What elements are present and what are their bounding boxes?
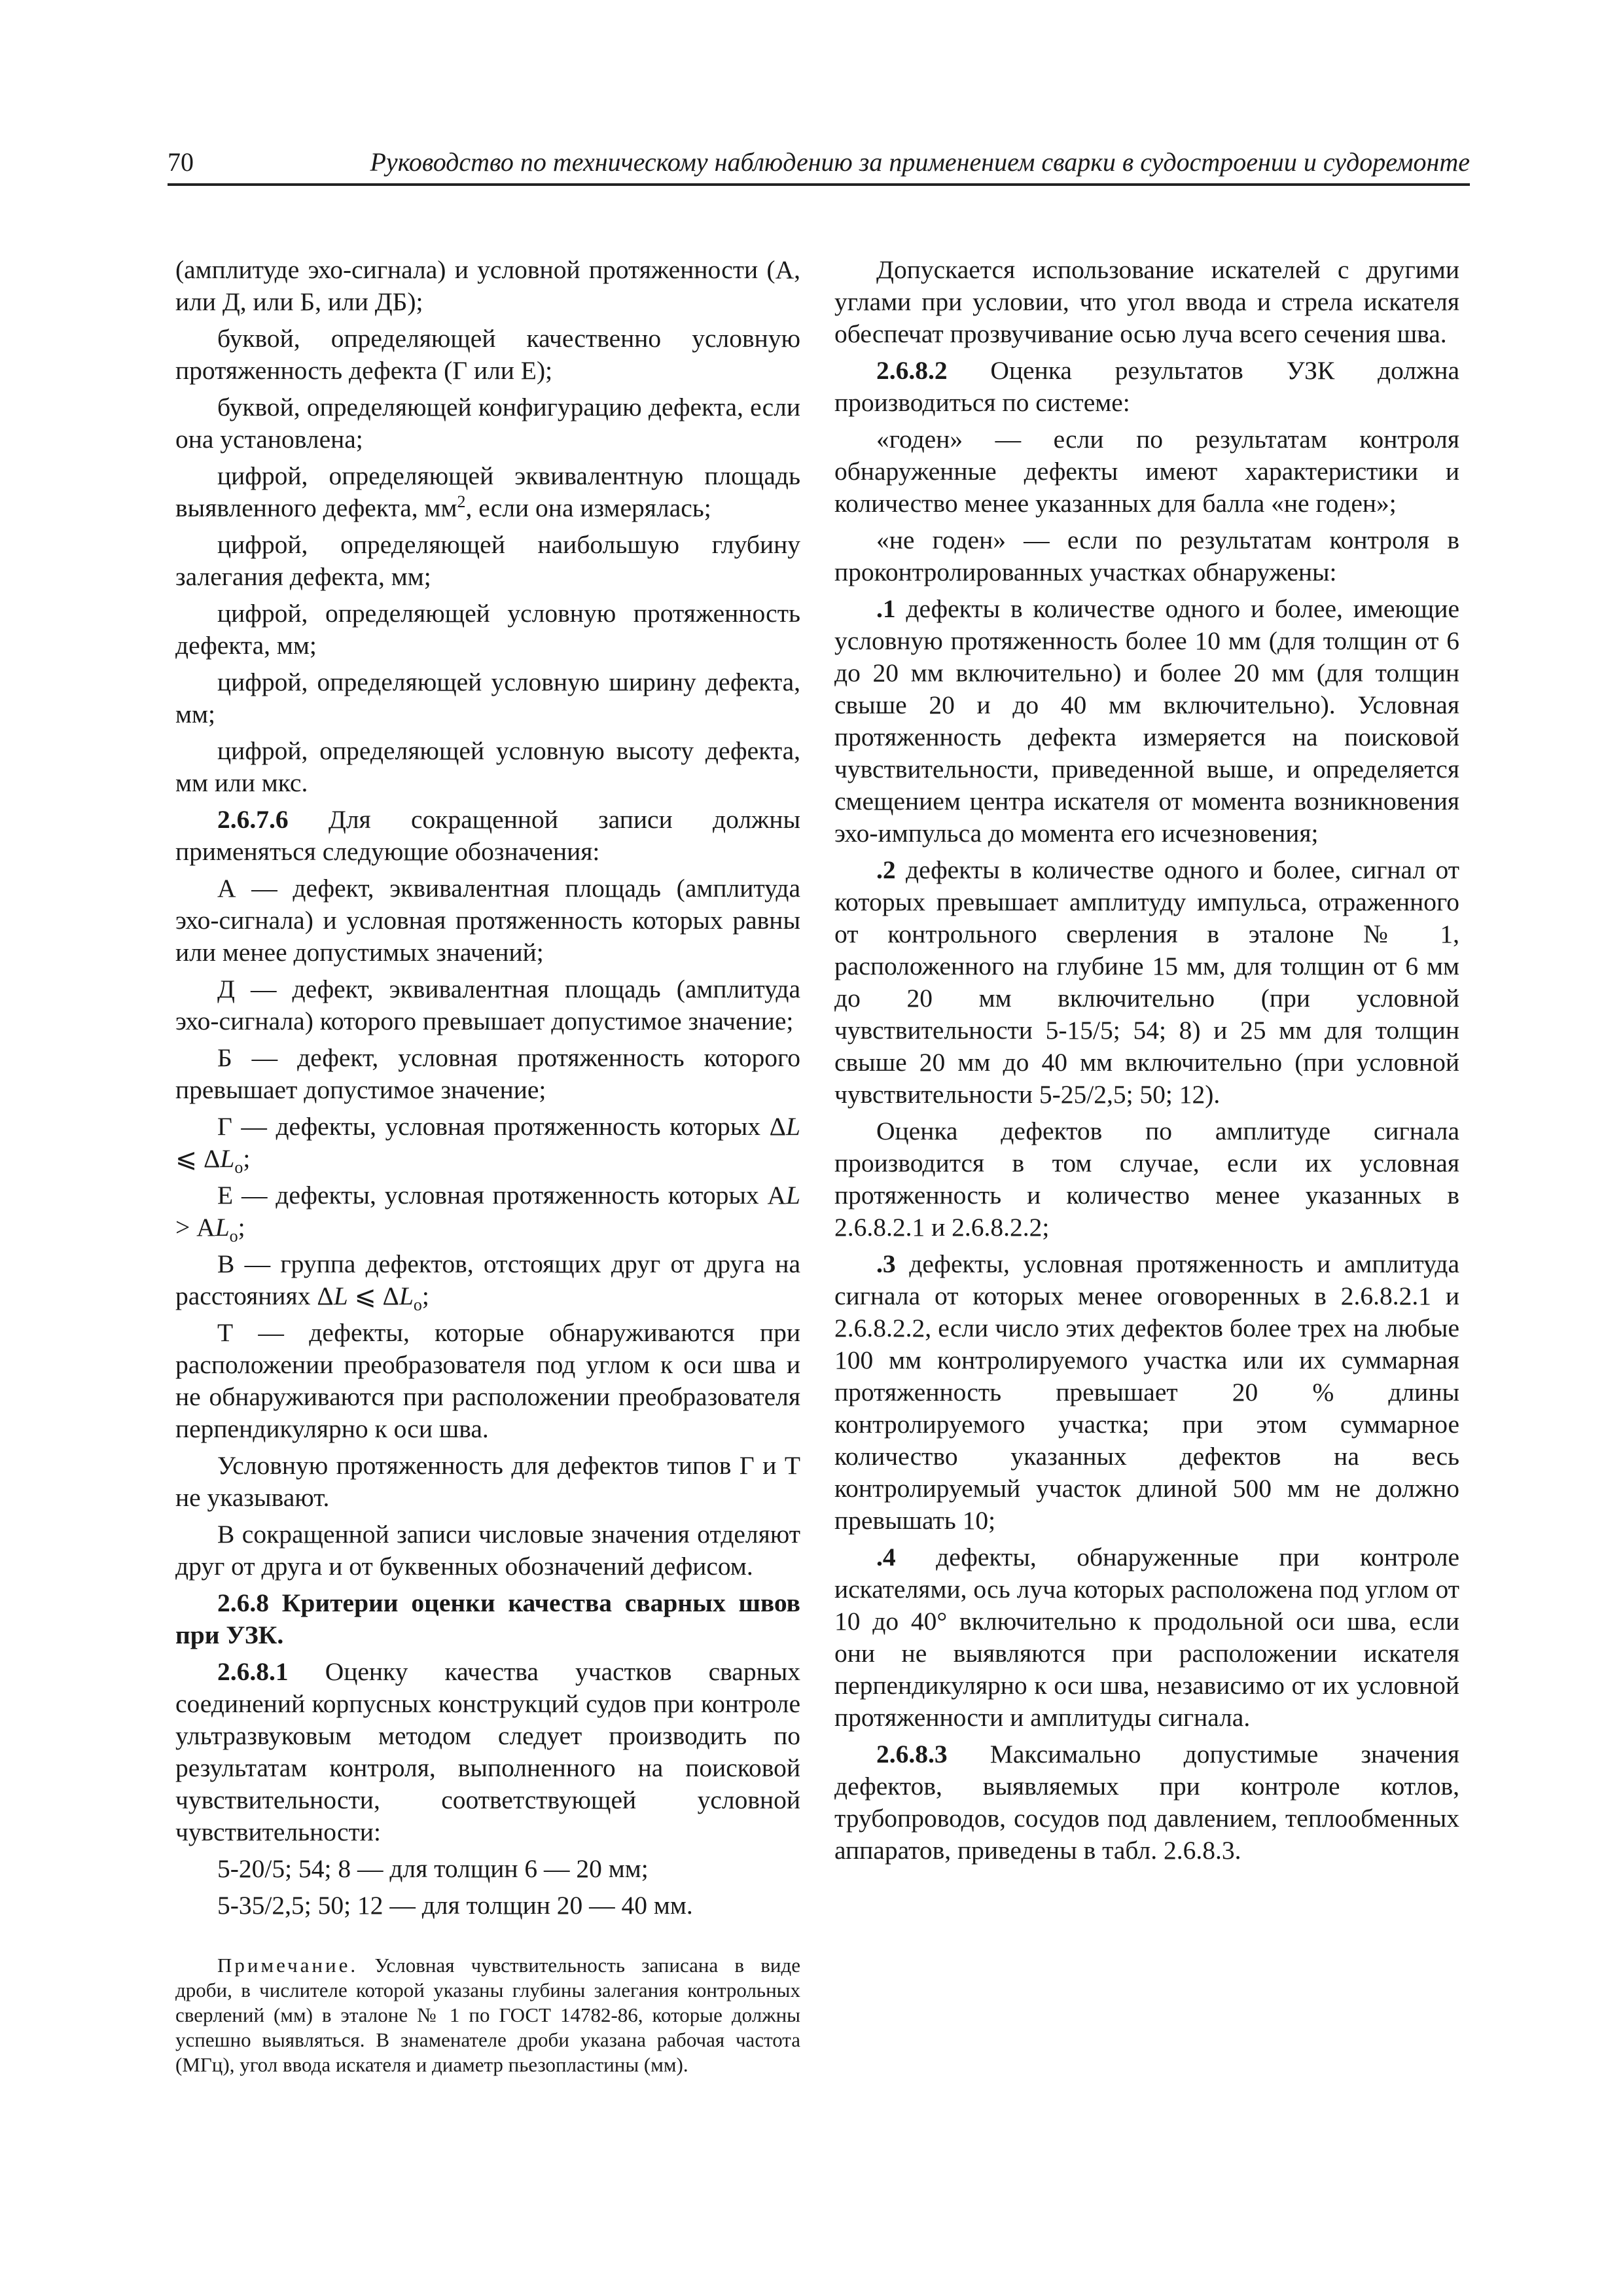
paragraph: цифрой, определяющей условную ширину дефекта, мм; [175, 668, 800, 728]
paragraph: Оценка дефектов по амплитуде сигнала производится в том случае, если их условная протяженность и количество менее указанных в 2.6.8.2.1 и 2.6.8.2.2; [834, 1117, 1459, 1242]
text: Оценка результатов УЗК должна производиться по системе: [834, 356, 1459, 417]
math-var: L [215, 1213, 230, 1242]
item-number: .4 [876, 1543, 896, 1571]
paragraph [834, 854, 1459, 1111]
text: > А [175, 1213, 215, 1242]
item-number: .3 [876, 1249, 896, 1278]
subscript: o [413, 1295, 422, 1314]
text: Максимально допустимые значения дефектов, выявляемых при контроле котлов, трубопроводов, сосудов под давлением, теплообменных аппаратов, приведены в табл. 2.6.8.3. [834, 1740, 1459, 1865]
paragraph [834, 1248, 1459, 1537]
paragraph: цифрой, определяющей наибольшую глубину залегания дефекта, мм; [175, 530, 800, 591]
paragraph: Условную протяженность для дефектов типов Г и Т не указывают. [175, 1451, 800, 1512]
paragraph: буквой, определяющей качественно условную протяженность дефекта (Г или Е); [175, 324, 800, 385]
paragraph: В сокращенной записи числовые значения отделяют друг от друга и от буквенных обозначений дефисом. [175, 1520, 800, 1581]
paragraph: Допускается использование искателей с другими углами при условии, что угол ввода и стрела искателя обеспечат прозвучивание осью луча всего сечения шва. [834, 255, 1459, 348]
text: ⩽ Δ [175, 1144, 221, 1173]
math-var: L [786, 1112, 800, 1141]
superscript: 2 [457, 492, 466, 511]
paragraph [175, 804, 800, 868]
section-number: 2.6.8.3 [876, 1740, 948, 1768]
section-number: 2.6.8.1 [217, 1657, 289, 1686]
item-number: .2 [876, 855, 896, 884]
paragraph [175, 1656, 800, 1848]
paragraph: Т — дефекты, которые обнаруживаются при расположении преобразователя под углом к оси шва и не обнаруживаются при расположении преобразователя перпендикулярно к оси шва. [175, 1318, 800, 1443]
paragraph: цифрой, определяющей условную высоту дефекта, мм или мкс. [175, 736, 800, 797]
text: Для сокращенной записи должны применяться следующие обозначения: [175, 805, 800, 866]
text: В — группа дефектов, отстоящих друг от друга на расстояниях Δ [175, 1249, 800, 1310]
text: Оценку качества участков сварных соединений корпусных конструкций судов при контроле ультразвуковым методом следует производить по результатам контроля, выполненного на поисковой чувствительности, соответствующей условной чувствительности: [175, 1657, 800, 1846]
paragraph [834, 1541, 1459, 1734]
paragraph [175, 460, 800, 524]
paragraph: А — дефект, эквивалентная площадь (амплитуда эхо-сигнала) и условная протяженность которых равны или менее допустимых значений; [175, 874, 800, 967]
running-header [168, 143, 1470, 186]
text: Г — дефекты, условная протяженность которых Δ [217, 1112, 787, 1141]
page-number: 70 [168, 147, 194, 177]
text: , если она измерялась; [465, 493, 711, 522]
paragraph: «годен» — если по результатам контроля обнаруженные дефекты имеют характеристики и количество менее указанных для балла «не годен»; [834, 425, 1459, 518]
paragraph [175, 1179, 800, 1244]
note-label: Примечание. [217, 1954, 359, 1977]
math-var: L [333, 1282, 348, 1310]
subscript: o [234, 1157, 243, 1177]
math-var: L [220, 1144, 235, 1173]
text: ; [421, 1282, 429, 1310]
text: Е — дефекты, условная протяженность которых А [217, 1181, 787, 1210]
math-var: L [786, 1181, 800, 1210]
paragraph [834, 355, 1459, 419]
paragraph [834, 1738, 1459, 1867]
item-number: .1 [876, 594, 896, 623]
text: цифрой, определяющей эквивалентную площадь выявленного дефекта, мм [175, 461, 800, 522]
text: ; [238, 1213, 245, 1242]
math-var: L [399, 1282, 414, 1310]
section-number: 2.6.8.2 [876, 356, 948, 385]
right-column [834, 254, 1459, 1871]
subscript: o [229, 1226, 238, 1246]
paragraph: Д — дефект, эквивалентная площадь (амплитуда эхо-сигнала) которого превышает допустимое значение; [175, 975, 800, 1035]
running-title: Руководство по техническому наблюдению за применением сварки в судостроении и судоремонте [370, 147, 1470, 177]
paragraph: 5-20/5; 54; 8 — для толщин 6 — 20 мм; [217, 1854, 649, 1883]
text: дефекты, условная протяженность и амплитуда сигнала от которых менее оговоренных в 2.6.8.2.1 и 2.6.8.2.2, если число этих дефектов более трех на любые 100 мм контролируемого участка или их суммарная протяженность превышает 20 % длины контролируемого участка; при этом суммарное количество указанных дефектов на весь контролируемый участок длиной 500 мм не должно превышать 10; [834, 1249, 1459, 1535]
note [175, 1953, 800, 2077]
paragraph: (амплитуде эхо-сигнала) и условной протяженности (А, или Д, или Б, или ДБ); [175, 255, 800, 316]
paragraph: цифрой, определяющей условную протяженность дефекта, мм; [175, 599, 800, 660]
left-column [175, 254, 800, 2077]
paragraph: Б — дефект, условная протяженность которого превышает допустимое значение; [175, 1043, 800, 1104]
paragraph [175, 1111, 800, 1175]
text: ⩽ Δ [348, 1282, 399, 1310]
paragraph: 5-35/2,5; 50; 12 — для толщин 20 — 40 мм. [217, 1891, 693, 1920]
text: дефекты в количестве одного и более, сигнал от которых превышает амплитуду импульса, отраженного от контрольного сверления в эталоне № 1, расположенного на глубине 15 мм, для толщин от 6 мм до 20 мм включительно (при условной чувствительности 5-15/5; 54; 8) и 25 мм для толщин свыше 20 мм до 40 мм включительно (при условной чувствительности 5-25/2,5; 50; 12). [834, 855, 1459, 1109]
text: дефекты, обнаруженные при контроле искателями, ось луча которых расположена под углом от 10 до 40° включительно к продольной оси шва, если они не выявляются при расположении искателя перпендикулярно к оси шва, независимо от их условной протяженности и амплитуды сигнала. [834, 1543, 1459, 1732]
section-number: 2.6.7.6 [217, 805, 289, 834]
paragraph [834, 593, 1459, 850]
paragraph: «не годен» — если по результатам контроля в проконтролированных участках обнаружены: [834, 526, 1459, 586]
paragraph [175, 1248, 800, 1312]
text: дефекты в количестве одного и более, имеющие условную протяженность более 10 мм (для толщин от 6 до 20 мм включительно) и более 20 мм (для толщин свыше 20 и до 40 мм включительно). Условная протяженность дефекта измеряется на поисковой чувствительности, приведенной выше, и определяется смещением центра искателя от момента возникновения эхо-импульса до момента его исчезновения; [834, 594, 1459, 848]
note-text: Условная чувствительность записана в виде дроби, в числителе которой указаны глубины залегания контрольных сверлений (мм) в эталоне № 1 по ГОСТ 14782-86, которые должны успешно выявляться. В знаменателе дроби указана рабочая частота (МГц), угол ввода искателя и диаметр пьезопластины (мм). [175, 1954, 800, 2076]
text: ; [243, 1144, 251, 1173]
heading-text: 2.6.8 Критерии оценки качества сварных швов при УЗК. [175, 1588, 800, 1649]
paragraph: буквой, определяющей конфигурацию дефекта, если она установлена; [175, 393, 800, 454]
section-heading [175, 1587, 800, 1651]
